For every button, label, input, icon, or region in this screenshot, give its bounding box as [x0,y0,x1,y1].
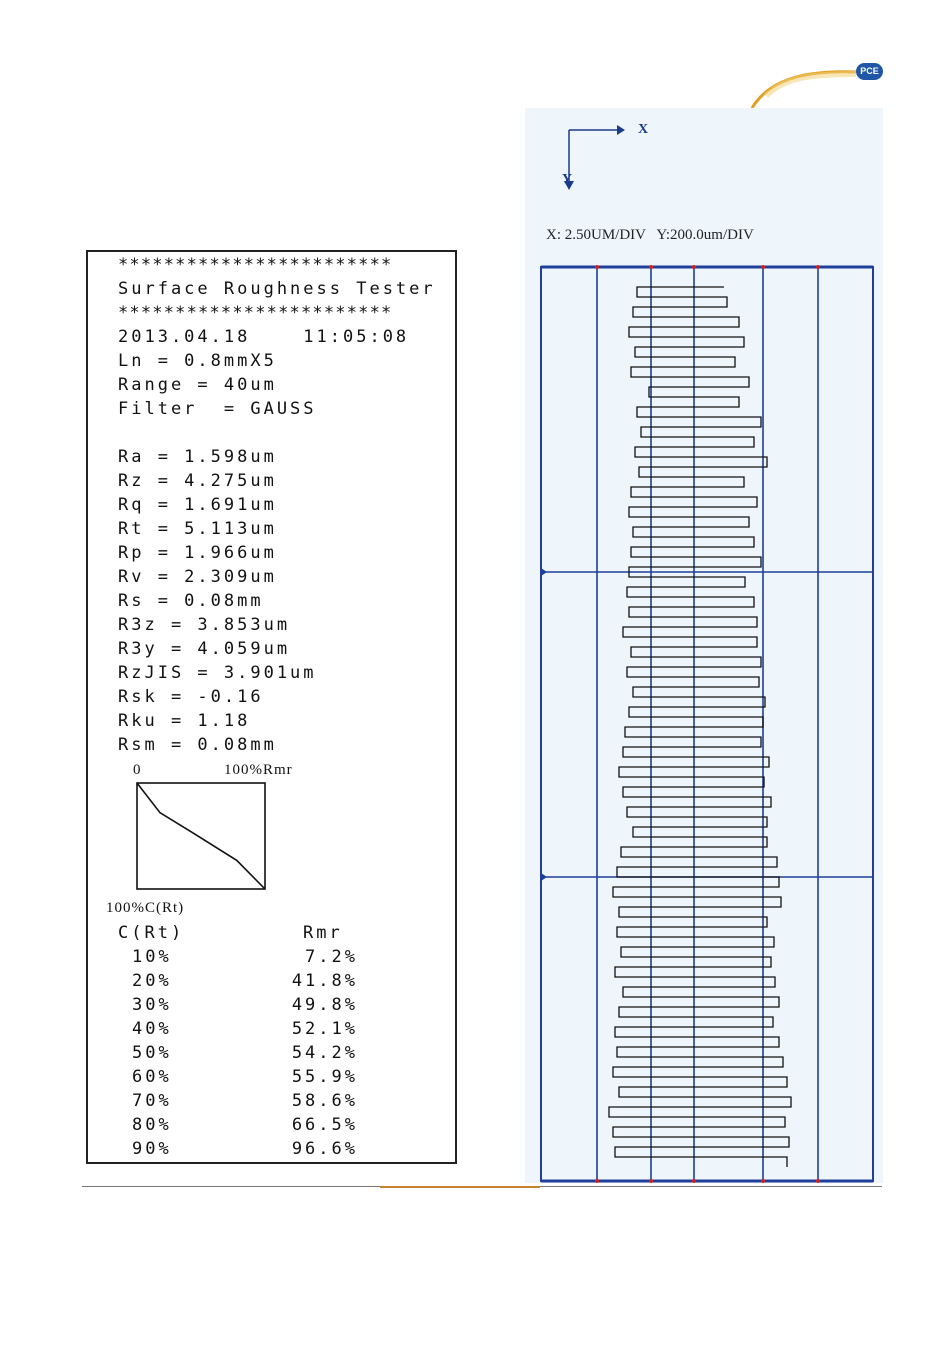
table-cell-c: 60% [132,1067,172,1087]
filter-value: Filter = GAUSS [118,399,317,419]
table-cell-c: 30% [132,995,172,1015]
table-cell-rmr: 58.6% [291,1091,358,1111]
grid-tick-mark [649,265,653,269]
table-cell-c: 10% [132,947,172,967]
grid-tick-mark [595,265,599,269]
axis-x-label: X [638,122,649,137]
param-rku: Rku = 1.18 [118,711,251,731]
param-rs: Rs = 0.08mm [118,591,264,611]
table-cell-rmr: 54.2% [291,1043,358,1063]
grid-tick-mark [761,265,765,269]
table-cell-rmr: 52.1% [291,1019,358,1039]
param-rt: Rt = 5.113um [118,519,277,539]
stars-top: ************************ [118,255,393,275]
axis-y-label: Y [562,172,573,187]
param-rv: Rv = 2.309um [118,567,277,587]
table-cell-c: 80% [132,1115,172,1135]
grid-marker-2 [541,873,547,881]
grid-tick-mark [649,1179,653,1183]
grid-vertical-lines [595,265,820,1183]
table-cell-c: 90% [132,1139,172,1159]
param-rsk: Rsk = -0.16 [118,687,264,707]
grid-tick-mark [816,1179,820,1183]
param-r3z: R3z = 3.853um [118,615,291,635]
table-cell-c: 50% [132,1043,172,1063]
ln-value: Ln = 0.8mmX5 [118,351,277,371]
table-cell-c: 70% [132,1091,172,1111]
table-cell-rmr: 96.6% [291,1139,358,1159]
table-cell-rmr: 55.9% [291,1067,358,1087]
param-r3y: R3y = 4.059um [118,639,291,659]
grid-tick-mark [761,1179,765,1183]
table-cell-c: 40% [132,1019,172,1039]
grid-tick-mark [692,1179,696,1183]
datetime: 2013.04.18 11:05:08 [118,327,410,347]
stars-bottom: ************************ [118,303,393,323]
scale-label: X: 2.50UM/DIV Y:200.0um/DIV [546,227,754,243]
grid-tick-mark [595,1179,599,1183]
footer-accent [380,1186,540,1188]
grid-marker-1 [541,568,547,576]
curve-line [137,783,265,889]
printout-title: Surface Roughness Tester [118,279,436,299]
table-cell-c: 20% [132,971,172,991]
curve-label-bottom: 100%C(Rt) [106,900,185,916]
table-cell-rmr: 49.8% [291,995,358,1015]
param-rsm: Rsm = 0.08mm [118,735,277,755]
table-cell-rmr: 7.2% [305,947,358,967]
grid-tick-mark [816,265,820,269]
printout-ticket [86,250,457,1164]
curve-label-zero: 0 [133,762,142,778]
param-rq: Rq = 1.691um [118,495,277,515]
brand-swoosh [748,60,858,110]
table-header-rmr: Rmr [303,923,343,943]
param-rp: Rp = 1.966um [118,543,277,563]
param-rzjis: RzJIS = 3.901um [118,663,317,683]
roughness-profile-chart [539,265,875,1183]
pce-logo: PCE [856,63,883,80]
table-cell-rmr: 41.8% [291,971,358,991]
material-ratio-curve [136,782,268,892]
param-rz: Rz = 4.275um [118,471,277,491]
table-header-c: C(Rt) [118,923,185,943]
curve-label-top: 100%Rmr [224,762,293,778]
range-value: Range = 40um [118,375,277,395]
param-ra: Ra = 1.598um [118,447,277,467]
table-cell-rmr: 66.5% [291,1115,358,1135]
grid-tick-mark [692,265,696,269]
